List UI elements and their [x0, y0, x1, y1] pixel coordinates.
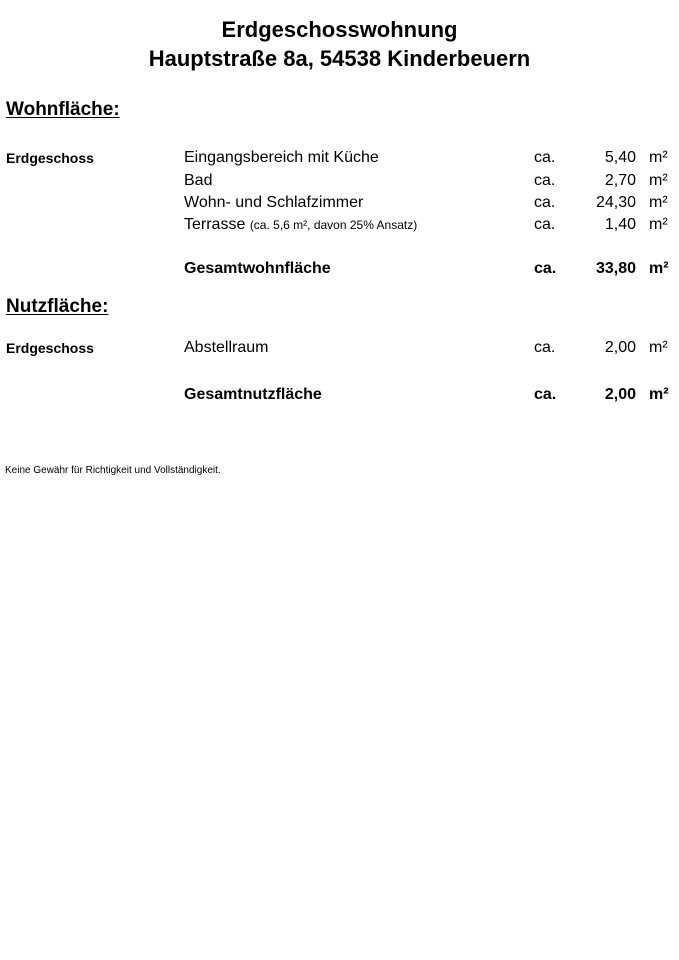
approx-label: ca. [534, 260, 557, 277]
area-value: 1,40 [604, 216, 636, 233]
room-name: Eingangsbereich mit Küche [184, 149, 379, 166]
approx-label: ca. [534, 216, 556, 233]
wohnflaeche-heading: Wohnfläche: [6, 99, 120, 120]
total-value: 33,80 [595, 260, 636, 277]
disclaimer: Keine Gewähr für Richtigkeit und Vollständigkeit. [5, 465, 221, 476]
room-name: Terrasse [184, 216, 246, 233]
wohnflaeche-row [0, 192, 679, 214]
room-name: Wohn- und Schlafzimmer [184, 194, 364, 211]
approx-label: ca. [534, 149, 556, 166]
total-label: Gesamtnutzfläche [184, 386, 322, 403]
area-value: 24,30 [595, 194, 636, 211]
room-name: Bad [184, 172, 213, 189]
wohnflaeche-total-row [0, 258, 679, 280]
document-address: Hauptstraße 8a, 54538 Kinderbeuern [148, 46, 531, 71]
area-value: 2,70 [604, 172, 636, 189]
nutzflaeche-total-row [0, 384, 679, 406]
area-unit: m² [649, 386, 669, 403]
approx-label: ca. [534, 172, 556, 189]
area-unit: m² [649, 172, 668, 189]
nutzflaeche-row [0, 337, 679, 359]
approx-label: ca. [534, 194, 556, 211]
approx-label: ca. [534, 339, 556, 356]
room-name: Abstellraum [184, 339, 269, 356]
area-unit: m² [649, 339, 668, 356]
area-value: 5,40 [604, 149, 636, 166]
document-title: Erdgeschosswohnung [221, 17, 458, 42]
area-unit: m² [649, 149, 668, 166]
wohnflaeche-row [0, 170, 679, 192]
wohnflaeche-row [0, 147, 679, 169]
nutzflaeche-heading: Nutzfläche: [6, 296, 109, 317]
wohnflaeche-category: Erdgeschoss [6, 150, 94, 166]
area-unit: m² [649, 260, 669, 277]
area-value: 2,00 [604, 339, 636, 356]
wohnflaeche-row [0, 214, 679, 236]
total-value: 2,00 [604, 386, 636, 403]
room-name-with-note [184, 214, 417, 236]
nutzflaeche-category: Erdgeschoss [6, 340, 94, 356]
area-unit: m² [649, 194, 668, 211]
approx-label: ca. [534, 386, 557, 403]
room-note: (ca. 5,6 m², davon 25% Ansatz) [249, 218, 418, 232]
total-label: Gesamtwohnfläche [184, 260, 331, 277]
area-unit: m² [649, 216, 668, 233]
